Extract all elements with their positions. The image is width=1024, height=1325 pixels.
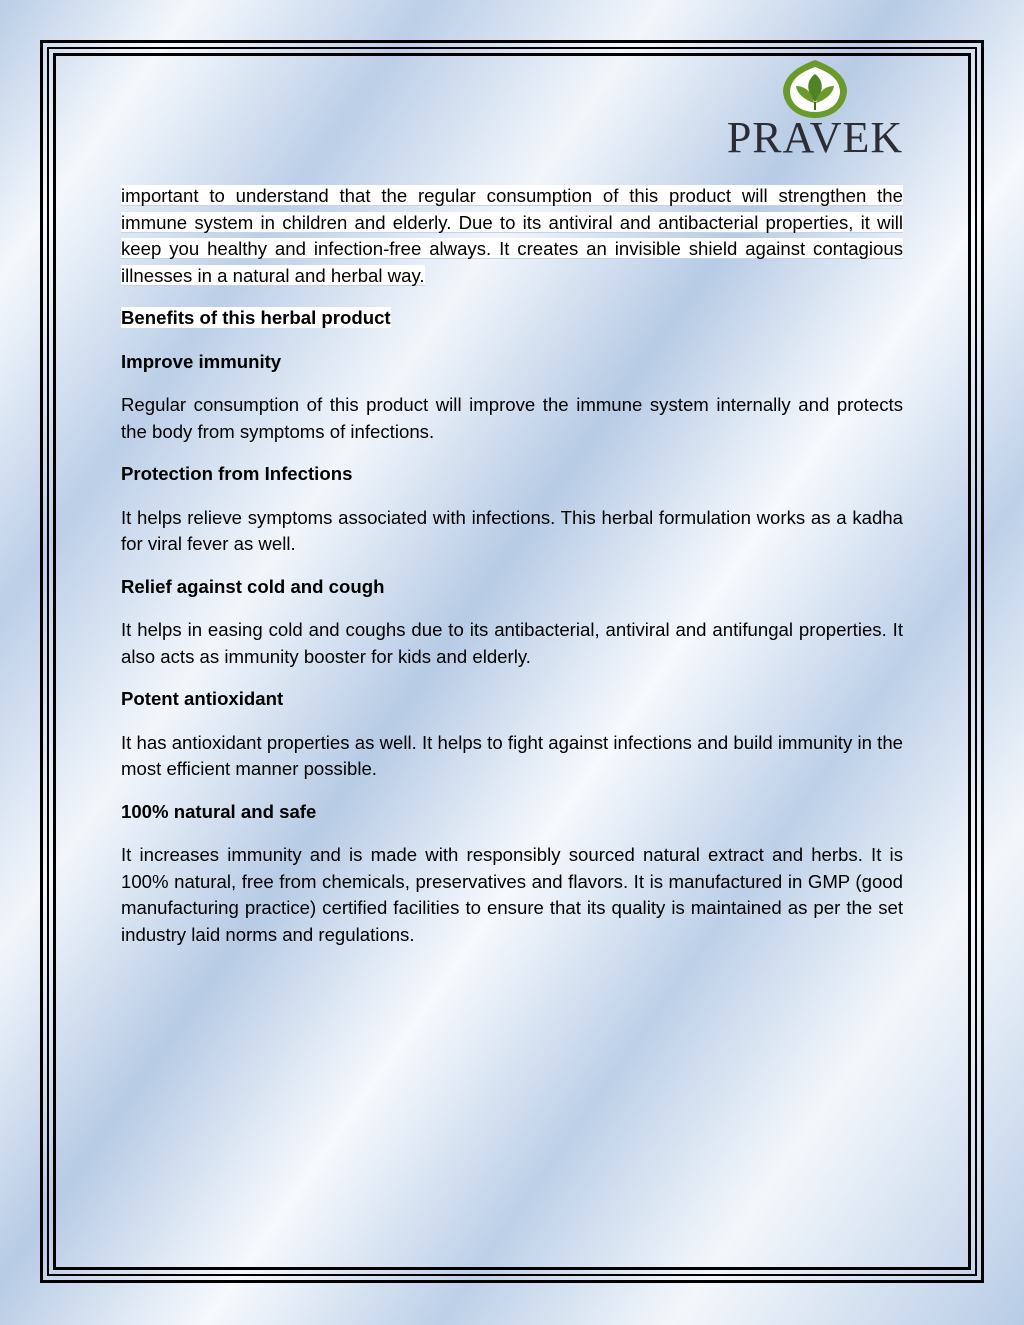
logo-wordmark: PRAVEK [726,113,904,162]
benefit-title: Improve immunity [121,350,282,372]
leaf-shield-icon [781,58,849,120]
benefit-text: It increases immunity and is made with responsibly sourced natural extract and herbs. It is 100% natural, free from chemicals, preservatives and flavors. It is manufactured in GMP (good manufacturing practice) certified facilities to ensure that its quality is maintained as per the set industry laid norms and regulations. [121,844,903,945]
benefit-title: 100% natural and safe [121,800,317,822]
benefit-title: Potent antioxidant [121,688,284,709]
intro-text: important to understand that the regular consumption of this product will strengthen the immune system in children and elderly. Due to its antiviral and antibacterial properties, it will keep you healthy and infection-free always. It creates an invisible shield against contagious illnesses in a natural and herbal way. [121,185,903,286]
benefit-text: It helps in easing cold and coughs due to its antibacterial, antiviral and antifungal properties. It also acts as immunity booster for kids and elderly. [121,619,903,667]
section-title-text: Benefits of this herbal product [121,307,391,328]
benefit-title: Protection from Infections [121,463,353,484]
benefit-text: It helps relieve symptoms associated with infections. This herbal formulation works as a kadha for viral fever as well. [121,506,903,554]
benefit-text: Regular consumption of this product will improve the immune system internally and protects the body from symptoms of infections. [121,394,903,442]
pravek-logo [724,58,906,168]
benefit-text: It has antioxidant properties as well. It helps to fight against infections and build immunity in the most efficient manner possible. [121,731,903,779]
benefit-title: Relief against cold and cough [121,575,385,597]
section-title [121,305,903,332]
document-body [121,183,903,964]
intro-paragraph [121,183,903,289]
